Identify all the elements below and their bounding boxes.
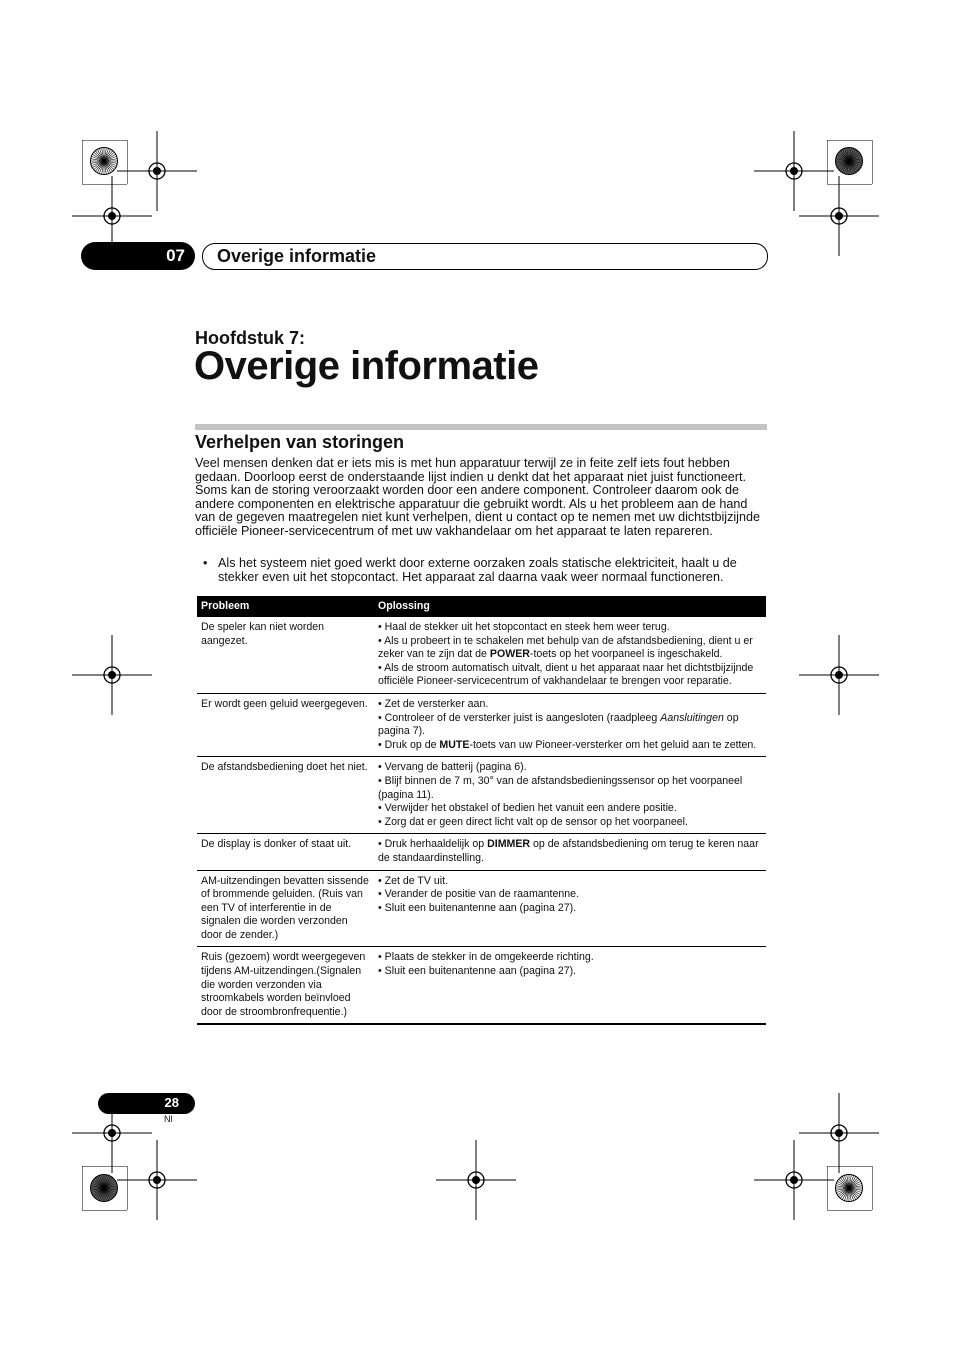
problem-cell: Er wordt geen geluid weergegeven. bbox=[197, 693, 374, 756]
solution-line: • Zet de TV uit. bbox=[378, 874, 449, 887]
solution-text: op pagina 7). bbox=[378, 711, 739, 738]
problem-cell: AM-uitzendingen bevatten sissende of brommende geluiden. (Ruis van een TV of interferentie in de signalen die worden verzonden door de zender.) bbox=[197, 870, 374, 947]
registration-star-icon bbox=[89, 1173, 119, 1203]
table-row bbox=[197, 870, 766, 947]
page-number: 28 bbox=[164, 1095, 179, 1110]
table-row bbox=[197, 947, 766, 1024]
solution-text: • Druk op de bbox=[378, 738, 440, 751]
chapter-number: 07 bbox=[166, 246, 185, 265]
chapter-number-badge bbox=[81, 242, 195, 270]
column-header-problem: Probleem bbox=[197, 596, 374, 617]
reference-title: Aansluitingen bbox=[660, 711, 724, 724]
problem-cell: De afstandsbediening doet het niet. bbox=[197, 757, 374, 834]
solution-cell bbox=[374, 757, 766, 834]
table-row bbox=[197, 693, 766, 756]
table-row bbox=[197, 834, 766, 870]
key-name: POWER bbox=[489, 648, 530, 661]
solution-line: • Zorg dat er geen direct licht valt op de sensor op het voorpaneel. bbox=[378, 815, 688, 828]
crosshair-icon bbox=[754, 1140, 834, 1220]
problem-cell: De display is donker of staat uit. bbox=[197, 834, 374, 870]
crosshair-icon bbox=[72, 635, 152, 715]
solution-cell bbox=[374, 617, 766, 693]
solution-text: -toets van uw Pioneer-versterker om het geluid aan te zetten. bbox=[469, 738, 757, 751]
chapter-label: Hoofdstuk 7: bbox=[195, 328, 305, 348]
solution-line: • Sluit een buitenantenne aan (pagina 27). bbox=[378, 901, 577, 914]
solution-line: • Plaats de stekker in de omgekeerde richting. bbox=[378, 951, 594, 964]
table-row bbox=[197, 617, 766, 693]
registration-star-icon bbox=[89, 146, 119, 176]
solution-line: • Verander de positie van de raamantenne. bbox=[378, 888, 580, 901]
troubleshooting-table bbox=[197, 596, 766, 1025]
solution-line bbox=[378, 712, 762, 739]
table-header-row bbox=[197, 596, 766, 617]
crop-line bbox=[827, 140, 874, 142]
solution-line: • Blijf binnen de 7 m, 30° van de afstandsbedieningssensor op het voorpaneel (pagina 11). bbox=[378, 774, 743, 801]
key-name: DIMMER bbox=[487, 838, 531, 851]
solution-cell bbox=[374, 693, 766, 756]
running-header bbox=[202, 243, 768, 270]
solution-line: • Vervang de batterij (pagina 6). bbox=[378, 761, 527, 774]
solution-line: • Zet de versterker aan. bbox=[378, 697, 489, 710]
page-number-badge bbox=[98, 1093, 195, 1114]
bullet-text: Als het systeem niet goed werkt door externe oorzaken zoals statische elektriciteit, haalt u de stekker even uit het stopcontact. Het apparaat zal daarna vaak weer normaal functioneren. bbox=[218, 556, 737, 584]
crosshair-icon bbox=[799, 176, 879, 256]
problem-cell: Ruis (gezoem) wordt weergegeven tijdens AM-uitzendingen.(Signalen die worden verzonden via stroomkabels worden beïnvloed door de stroombronfrequentie.) bbox=[197, 947, 374, 1024]
solution-text: • Druk herhaaldelijk op bbox=[378, 838, 488, 851]
solution-line bbox=[378, 838, 762, 865]
solution-line bbox=[378, 635, 762, 662]
running-header-title: Overige informatie bbox=[217, 246, 377, 266]
crosshair-icon bbox=[117, 1140, 197, 1220]
crosshair-icon bbox=[799, 635, 879, 715]
chapter-title: Overige informatie bbox=[194, 344, 539, 388]
solution-line bbox=[378, 739, 762, 753]
solution-cell bbox=[374, 834, 766, 870]
solution-line: • Als de stroom automatisch uitvalt, dient u het apparaat naar het dichtstbijzijnde officiële Pioneer-servicecentrum of vakhandelaar te brengen voor reparatie. bbox=[378, 661, 754, 688]
section-title: Verhelpen van storingen bbox=[195, 432, 405, 452]
section-rule bbox=[195, 424, 767, 430]
solution-text: -toets op het voorpaneel is ingeschakeld. bbox=[529, 648, 723, 661]
registration-star-icon bbox=[834, 146, 864, 176]
key-name: MUTE bbox=[439, 738, 470, 751]
solution-cell bbox=[374, 947, 766, 1024]
problem-cell: De speler kan niet worden aangezet. bbox=[197, 617, 374, 693]
crop-line bbox=[827, 1210, 874, 1212]
bullet-icon: • bbox=[203, 556, 208, 570]
registration-star-icon bbox=[834, 1173, 864, 1203]
table-row bbox=[197, 757, 766, 834]
crosshair-icon bbox=[436, 1140, 516, 1220]
solution-text: op de afstandsbediening om terug te keren naar de standaardinstelling. bbox=[378, 838, 759, 864]
column-header-solution: Oplossing bbox=[374, 596, 766, 617]
solution-text: • Als u probeert in te schakelen met behulp van de afstandsbediening, dient u er zeker van te zijn dat de bbox=[378, 634, 753, 661]
solution-line: • Sluit een buitenantenne aan (pagina 27). bbox=[378, 965, 577, 978]
solution-line: • Haal de stekker uit het stopcontact en steek hem weer terug. bbox=[378, 621, 670, 633]
solution-cell bbox=[374, 870, 766, 947]
solution-line: • Verwijder het obstakel of bedien het vanuit een andere positie. bbox=[378, 802, 677, 815]
intro-paragraph: Veel mensen denken dat er iets mis is met hun apparatuur terwijl ze in feite zelf iets fout hebben gedaan. Doorloop eerst de onderstaande lijst indien u denkt dat het apparaat niet juist functioneert. Soms kan de storing veroorzaakt worden door een andere component. Controleer daarom ook de andere componenten en elektrische apparatuur die gebruikt wordt. Als u het probleem aan de hand van de gegeven maatregelen niet kunt verhelpen, dient u contact op te nemen met uw dichtstbijzijnde officiële Pioneer-servicecentrum of met uw vakhandelaar om het apparaat te laten repareren. bbox=[195, 456, 760, 538]
solution-text: • Controleer of de versterker juist is aangesloten (raadpleeg bbox=[378, 711, 661, 724]
language-code: Nl bbox=[164, 1114, 173, 1124]
bullet-item bbox=[203, 557, 765, 584]
